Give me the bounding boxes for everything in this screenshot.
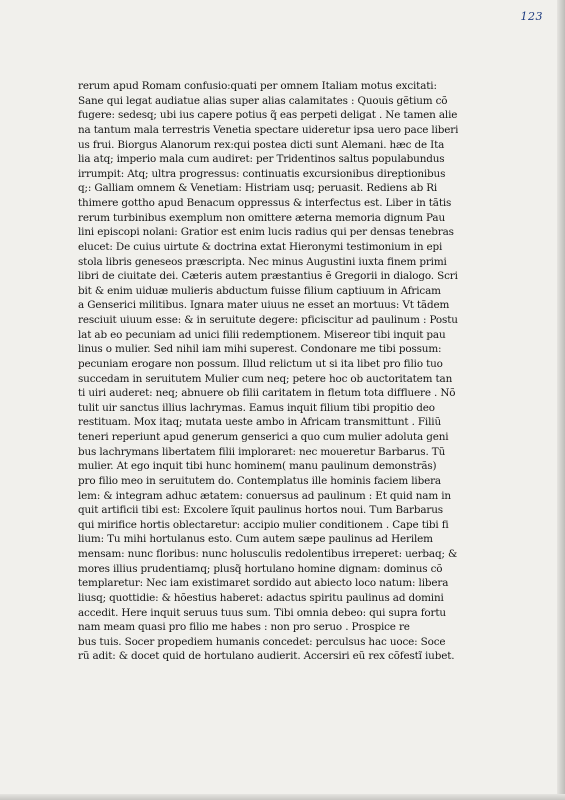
text-line: ti uiri auderet: neq; abnuere ob filii caritatem in fletum tota diffluere . Nõ bbox=[78, 387, 456, 400]
text-line: mores illius prudentiamq; plusq̃ hortulano homine dignam: dominus cõ bbox=[78, 562, 443, 575]
text-line: resciuit uiuum esse: & in seruitute degere: pficiscitur ad paulinum : Postu bbox=[78, 314, 458, 326]
text-line: lat ab eo pecuniam ad unici filii redemptionem. Misereor tibi inquit pau bbox=[78, 328, 446, 341]
text-line: nam meam quasi pro filio me habes : non pro seruo . Prospice re bbox=[78, 621, 410, 634]
text-line: rerum apud Romam confusio:quati per omnem Italiam motus excitati: bbox=[78, 80, 437, 92]
text-line: lini episcopi nolani: Gratior est enim lucis radius qui per densas tenebras bbox=[78, 226, 454, 239]
text-line: teneri reperiunt apud generum genserici a quo cum mulier adoluta geni bbox=[78, 431, 449, 443]
text-line: pro filio meo in seruitutem do. Contemplatus ille hominis faciem libera bbox=[78, 474, 441, 487]
folio-number: 123 bbox=[520, 10, 543, 23]
text-line: fugere: sedesq; ubi ius capere potius q̃ eas perpeti deligat . Ne tamen alie bbox=[78, 109, 458, 122]
text-line: liusq; quottidie: & hõestius haberet: adactus spiritu paulinus ad domini bbox=[78, 591, 444, 604]
text-line: restituam. Mox itaq; mutata ueste ambo in Africam transmittunt . Filiũ bbox=[78, 416, 441, 429]
text-line: rũ adit: & docet quid de hortulano audierit. Accersiri eũ rex cõfestĩ iubet. bbox=[78, 650, 455, 663]
text-line: mensam: nunc floribus: nunc holusculis redolentibus irreperet: uerbaq; & bbox=[78, 548, 458, 560]
text-line: bit & enim uiduæ mulieris abductum fuisse filium captiuum in Africam bbox=[78, 284, 441, 297]
text-line: quit artificii tibi est: Excolere ĩquit paulinus hortos noui. Tum Barbarus bbox=[78, 504, 443, 517]
text-line: libri de ciuitate dei. Cæteris autem præstantius ẽ Gregorii in dialogo. Scri bbox=[78, 270, 458, 283]
text-line: templaretur: Nec iam existimaret sordido aut abiecto loco natum: libera bbox=[78, 577, 449, 590]
page-edge-shadow bbox=[557, 0, 565, 800]
text-line: q;: Galliam omnem & Venetiam: Histriam usq; peruasit. Rediens ab Ri bbox=[78, 182, 438, 195]
text-line: us frui. Biorgus Alanorum rex:qui postea dicti sunt Alemani. hæc de Ita bbox=[78, 138, 445, 151]
text-line: lia atq; imperio mala cum audiret: per Tridentinos saltus populabundus bbox=[78, 153, 445, 166]
text-line: mulier. At ego inquit tibi hunc hominem( manu paulinum demonstrãs) bbox=[78, 460, 437, 473]
text-line: irrumpit: Atq; ultra progressus: continuatis excursionibus direptionibus bbox=[78, 167, 446, 180]
text-line: tulit uir sanctus illius lachrymas. Eamus inquit filium tibi propitio deo bbox=[78, 401, 435, 414]
page-bottom-edge bbox=[0, 794, 565, 800]
text-line: lem: & integram adhuc ætatem: conuersus ad paulinum : Et quid nam in bbox=[78, 489, 451, 502]
text-line: bus lachrymans libertatem filii imploraret: nec moueretur Barbarus. Tũ bbox=[78, 445, 446, 458]
text-line: qui mirifice hortis oblectaretur: accipio mulier conditionem . Cape tibi fi bbox=[78, 518, 449, 531]
text-line: a Genserici militibus. Ignara mater uiuus ne esset an mortuus: Vt tãdem bbox=[78, 299, 450, 312]
text-line: bus tuis. Socer propediem humanis concedet: perculsus hac uoce: Soce bbox=[78, 635, 446, 648]
text-line: Sane qui legat audiatue alias super alias calamitates : Quouis gẽtium cõ bbox=[78, 94, 448, 107]
text-line: thimere gottho apud Benacum oppressus & interfectus est. Liber in tãtis bbox=[78, 197, 452, 209]
text-line: accedit. Here inquit seruus tuus sum. Tibi omnia debeo: qui supra fortu bbox=[78, 606, 446, 619]
text-line: succedam in seruitutem Mulier cum neq; petere hoc ob auctoritatem tan bbox=[78, 372, 453, 385]
text-line: pecuniam erogare non possum. Illud relictum ut si ita libet pro filio tuo bbox=[78, 357, 443, 370]
text-line: lium: Tu mihi hortulanus esto. Cum autem sæpe paulinus ad Herilem bbox=[78, 533, 433, 546]
text-line: na tantum mala terrestris Venetia spectare uideretur ipsa uero pace liberi bbox=[78, 123, 458, 136]
text-line: stola libris geneseos præscripta. Nec minus Augustini iuxta finem primi bbox=[78, 255, 447, 268]
text-line: linus o mulier. Sed nihil iam mihi superest. Condonare me tibi possum: bbox=[78, 343, 442, 356]
text-block bbox=[78, 79, 458, 664]
text-line: elucet: De cuius uirtute & doctrina extat Hieronymi testimonium in epi bbox=[78, 240, 443, 253]
text-line: rerum turbinibus exemplum non omittere æterna memoria dignum Pau bbox=[78, 211, 445, 224]
